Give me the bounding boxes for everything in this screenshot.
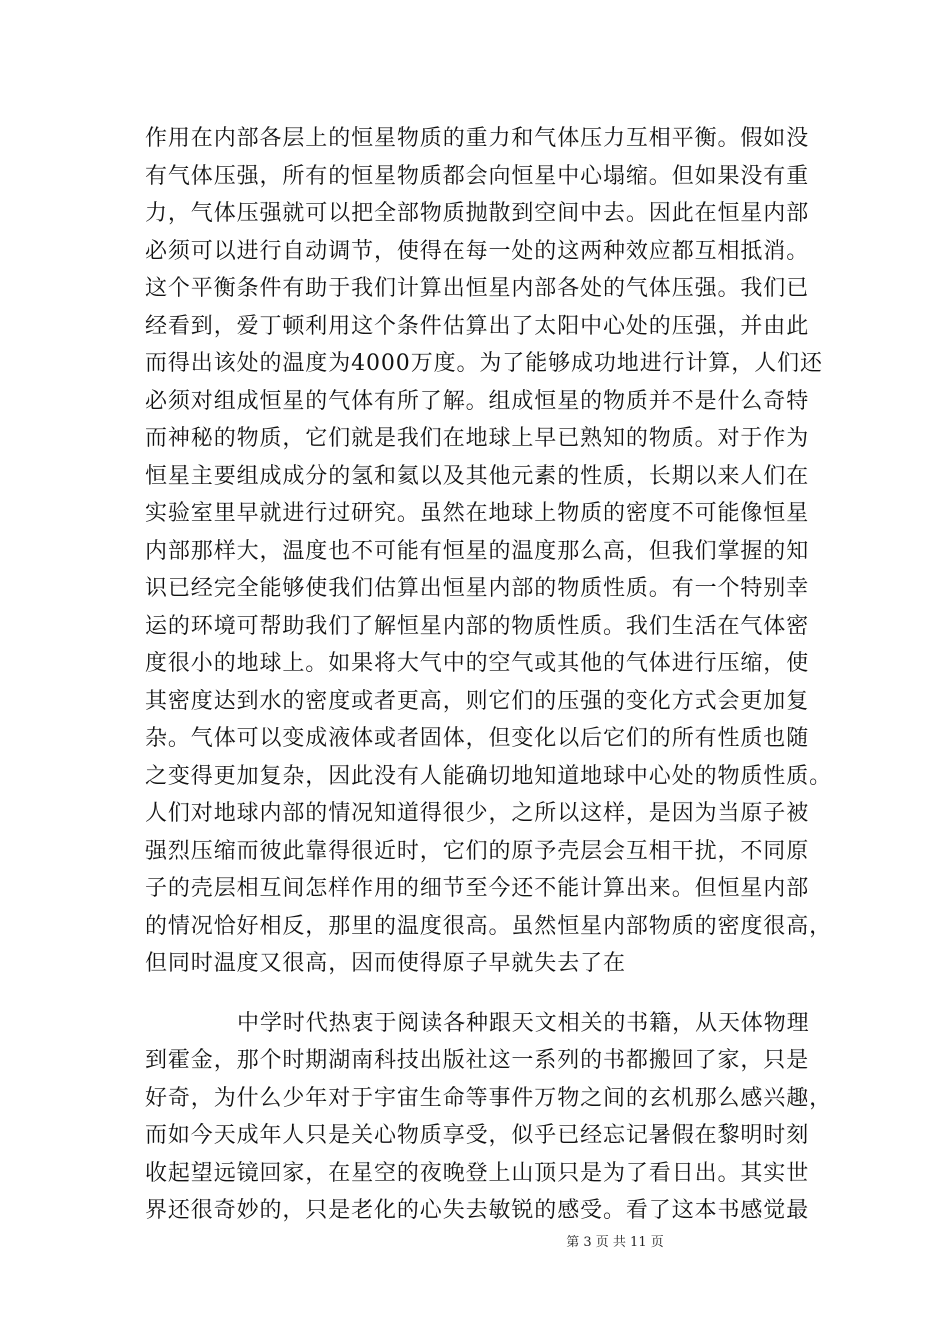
text-line: 恒星主要组成成分的氢和氦以及其他元素的性质，长期以来人们在 — [145, 463, 810, 489]
text-line: 中学时代热衷于阅读各种跟天文相关的书籍，从天体物理 — [237, 1010, 810, 1036]
text-line: 必须对组成恒星的气体有所了解。组成恒星的物质并不是什么奇特 — [145, 388, 810, 414]
text-line: 但同时温度又很高，因而使得原子早就失去了在 — [145, 951, 626, 976]
text-line: 经看到，爱丁顿利用这个条件估算出了太阳中心处的压强，并由此 — [145, 313, 810, 339]
text-line: 之变得更加复杂，因此没有人能确切地知道地球中心处的物质性质。 — [145, 763, 833, 789]
text-line: 强烈压缩而彼此靠得很近时，它们的原予壳层会互相干扰，不同原 — [145, 838, 810, 864]
text-line: 收起望远镜回家，在星空的夜晚登上山顶只是为了看日出。其实世 — [145, 1160, 810, 1186]
text-line: 其密度达到水的密度或者更高，则它们的压强的变化方式会更加复 — [145, 688, 810, 714]
document-body — [145, 120, 833, 1230]
text-line: 识已经完全能够使我们估算出恒星内部的物质性质。有一个特别幸 — [145, 576, 810, 601]
text-line: 内部那样大，温度也不可能有恒星的温度那么高，但我们掌握的知 — [145, 538, 810, 564]
text-line: 人们对地球内部的情况知道得很少，之所以这样，是因为当原子被 — [145, 801, 810, 826]
text-line: 必须可以进行自动调节，使得在每一处的这两种效应都互相抵消。 — [145, 238, 810, 264]
text-line: 作用在内部各层上的恒星物质的重力和气体压力互相平衡。假如没 — [145, 126, 810, 151]
text-line: 实验室里早就进行过研究。虽然在地球上物质的密度不可能像恒星 — [145, 501, 810, 526]
text-line: 好奇，为什么少年对于宇宙生命等事件万物之间的玄机那么感兴趣， — [145, 1085, 833, 1111]
text-line: 度很小的地球上。如果将大气中的空气或其他的气体进行压缩，使 — [145, 651, 810, 676]
text-line: 界还很奇妙的，只是老化的心失去敏锐的感受。看了这本书感觉最 — [145, 1198, 810, 1223]
text-line: 运的环境可帮助我们了解恒星内部的物质性质。我们生活在气体密 — [145, 613, 810, 639]
text-line: 而神秘的物质，它们就是我们在地球上早已熟知的物质。对于作为 — [145, 426, 810, 451]
text-line: 杂。气体可以变成液体或者固体，但变化以后它们的所有性质也随 — [145, 726, 810, 751]
text-line: 的情况恰好相反，那里的温度很高。虽然恒星内部物质的密度很高， — [145, 913, 833, 939]
paragraph-gap — [145, 983, 810, 1005]
paragraph-2 — [145, 1005, 833, 1230]
text-line: 力，气体压强就可以把全部物质抛散到空间中去。因此在恒星内部 — [145, 201, 810, 226]
text-line: 子的壳层相互间怎样作用的细节至今还不能计算出来。但恒星内部 — [145, 876, 810, 901]
paragraph-1 — [145, 120, 833, 983]
text-line: 而如今天成年人只是关心物质享受，似乎已经忘记暑假在黎明时刻 — [145, 1123, 810, 1148]
text-line: 这个平衡条件有助于我们计算出恒星内部各处的气体压强。我们已 — [145, 276, 810, 301]
page-number: 第 3 页 共 11 页 — [566, 1235, 664, 1250]
text-line: 有气体压强，所有的恒星物质都会向恒星中心塌缩。但如果没有重 — [145, 163, 810, 189]
text-line: 而得出该处的温度为4000万度。为了能够成功地进行计算，人们还 — [145, 351, 823, 376]
text-line: 到霍金，那个时期湖南科技出版社这一系列的书都搬回了家，只是 — [145, 1048, 810, 1073]
